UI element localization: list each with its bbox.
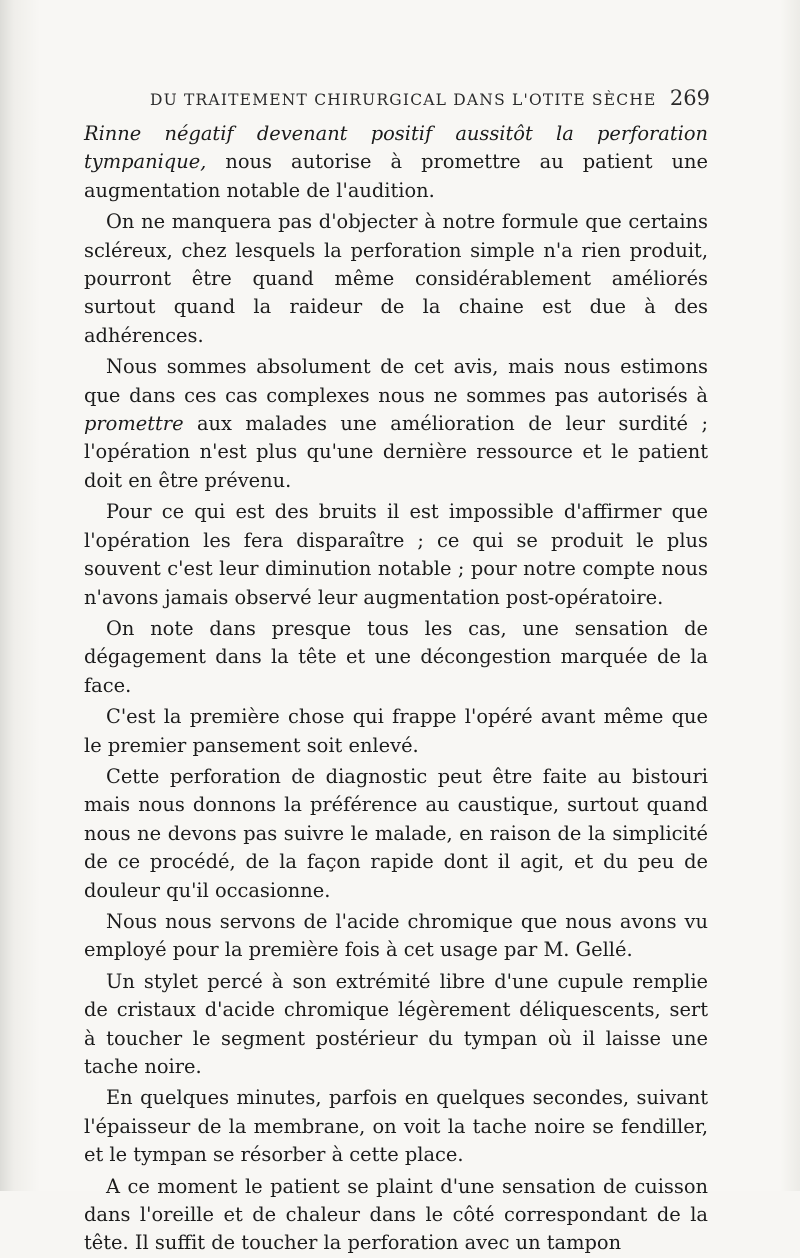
paragraph-5: On note dans presque tous les cas, une sensation de dégagement dans la tête et une décongestion marquée de la face. [84, 616, 708, 697]
page-number: 269 [669, 86, 710, 110]
paragraph-4: Pour ce qui est des bruits il est impossible d'affirmer que l'opération les fera disparaître ; ce qui se produit le plus souvent c'est leur diminution notable ; pour notre compte nous n'avons jamais observé leur augmentation post-opératoire. [84, 500, 708, 609]
italic-word: promettre [84, 412, 184, 436]
paragraph-3 [84, 353, 708, 495]
paragraph-9: Un stylet percé à son extrémité libre d'une cupule remplie de cristaux d'acide chromique légèrement déliquescents, sert à toucher le segment postérieur du tympan où il laisse une tache noire. [84, 969, 708, 1078]
paragraph-7: Cette perforation de diagnostic peut être faite au bistouri mais nous donnons la préférence au caustique, surtout quand nous ne devons pas suivre le malade, en raison de la simplicité de ce procédé, de la façon rapide dont il agit, et du peu de douleur qu'il occasionne. [84, 764, 708, 902]
paragraph-10: En quelques minutes, parfois en quelques secondes, suivant l'épaisseur de la membrane, on voit la tache noire se fendiller, et le tympan se résorber à cette place. [84, 1086, 708, 1167]
paragraph-text: Nous sommes absolument de cet avis, mais nous estimons que dans ces cas complexes nous ne sommes pas autorisés à [84, 355, 708, 407]
paragraph-11: A ce moment le patient se plaint d'une sensation de cuisson dans l'oreille et de chaleur dans le côté correspondant de la tête. Il suffit de toucher la perforation avec un tampon [84, 1174, 708, 1255]
running-title: DU TRAITEMENT CHIRURGICAL DANS L'OTITE SÈCHE [150, 91, 657, 109]
paragraph-8: Nous nous servons de l'acide chromique que nous avons vu employé pour la première fois à cet usage par M. Gellé. [84, 909, 708, 962]
italic-phrase: Rinne négatif devenant positif aussitôt la perforation tympanique, [84, 122, 708, 174]
paragraph-2: On ne manquera pas d'objecter à notre formule que certains scléreux, chez lesquels la perforation simple n'a rien produit, pourront être quand même considérablement améliorés surtout quand la raideur de la chaine est due à des adhérences. [84, 210, 708, 347]
paragraph-text: nous autorise à promettre au patient une augmentation notable de l'audition. [84, 150, 708, 202]
paragraph-6: C'est la première chose qui frappe l'opéré avant même que le premier pansement soit enlevé. [84, 705, 708, 757]
paragraph-text: aux malades une amélioration de leur surdité ; l'opération n'est plus qu'une dernière ressource et le patient doit en être prévenu. [84, 412, 708, 492]
running-header [150, 86, 710, 110]
body-text [84, 120, 708, 1258]
paragraph-1 [84, 120, 708, 205]
